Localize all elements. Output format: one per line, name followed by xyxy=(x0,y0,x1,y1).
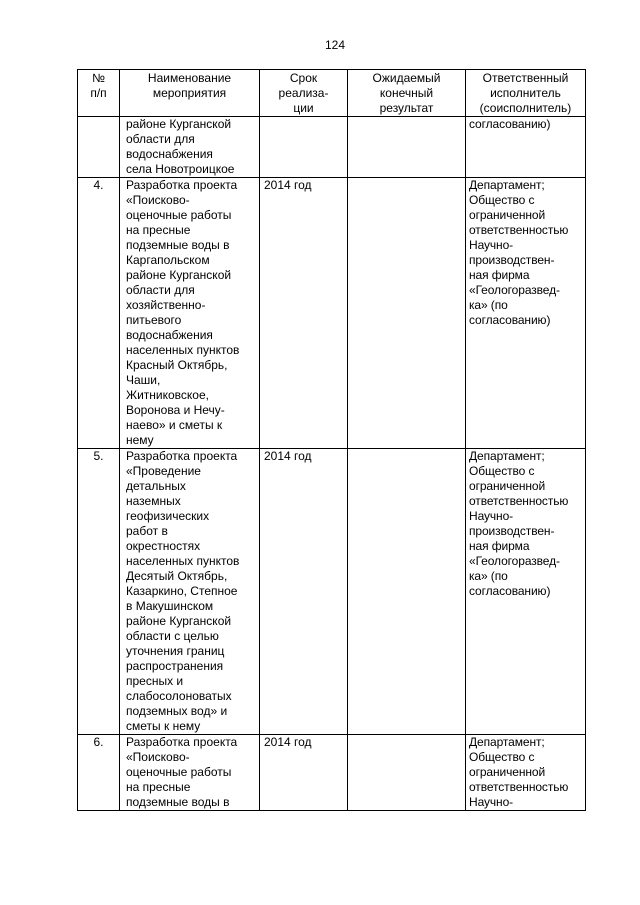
measures-table xyxy=(77,69,586,811)
table-row xyxy=(78,449,586,735)
table-row xyxy=(78,178,586,449)
header-responsible: Ответственный исполнитель (соисполнитель) xyxy=(466,70,586,117)
row-number: 4. xyxy=(78,178,120,449)
header-term: Срок реализа- ции xyxy=(260,70,348,117)
row-responsible: согласованию) xyxy=(466,117,586,178)
row-measure-name: Разработка проекта «Поисково- оценочные работы на пресные подземные воды в Каргапольском районе Курганской области для хозяйственно- питьевого водоснабжения населенных пунктов Красный Октябрь, Чаши, Житниковское, Воронова и Нечу- наево» и сметы к нему xyxy=(120,178,260,449)
row-number: 6. xyxy=(78,735,120,811)
row-number xyxy=(78,117,120,178)
row-term xyxy=(260,117,348,178)
row-term: 2014 год xyxy=(260,735,348,811)
row-expected-result xyxy=(348,735,466,811)
row-responsible: Департамент; Общество с ограниченной ответственностью Научно- производствен- ная фирма «Геологоразвед- ка» (по согласованию) xyxy=(466,178,586,449)
row-responsible: Департамент; Общество с ограниченной ответственностью Научно- производствен- ная фирма «Геологоразвед- ка» (по согласованию) xyxy=(466,449,586,735)
row-measure-name: районе Курганской области для водоснабжения села Новотроицкое xyxy=(120,117,260,178)
row-measure-name: Разработка проекта «Проведение детальных наземных геофизических работ в окрестностях населенных пунктов Десятый Октябрь, Казаркино, Степное в Макушинском районе Курганской области с целью уточнения границ распространения пресных и слабосолоноватых подземных вод» и сметы к нему xyxy=(120,449,260,735)
table-row xyxy=(78,117,586,178)
row-expected-result xyxy=(348,178,466,449)
header-expected-result: Ожидаемый конечный результат xyxy=(348,70,466,117)
row-number: 5. xyxy=(78,449,120,735)
row-term: 2014 год xyxy=(260,449,348,735)
row-expected-result xyxy=(348,449,466,735)
header-number: № п/п xyxy=(78,70,120,117)
row-expected-result xyxy=(348,117,466,178)
row-term: 2014 год xyxy=(260,178,348,449)
table-header-row xyxy=(78,70,586,117)
page-number: 124 xyxy=(324,38,346,52)
header-measure-name: Наименование мероприятия xyxy=(120,70,260,117)
row-responsible: Департамент; Общество с ограниченной ответственностью Научно- xyxy=(466,735,586,811)
row-measure-name: Разработка проекта «Поисково- оценочные работы на пресные подземные воды в xyxy=(120,735,260,811)
table-row xyxy=(78,735,586,811)
